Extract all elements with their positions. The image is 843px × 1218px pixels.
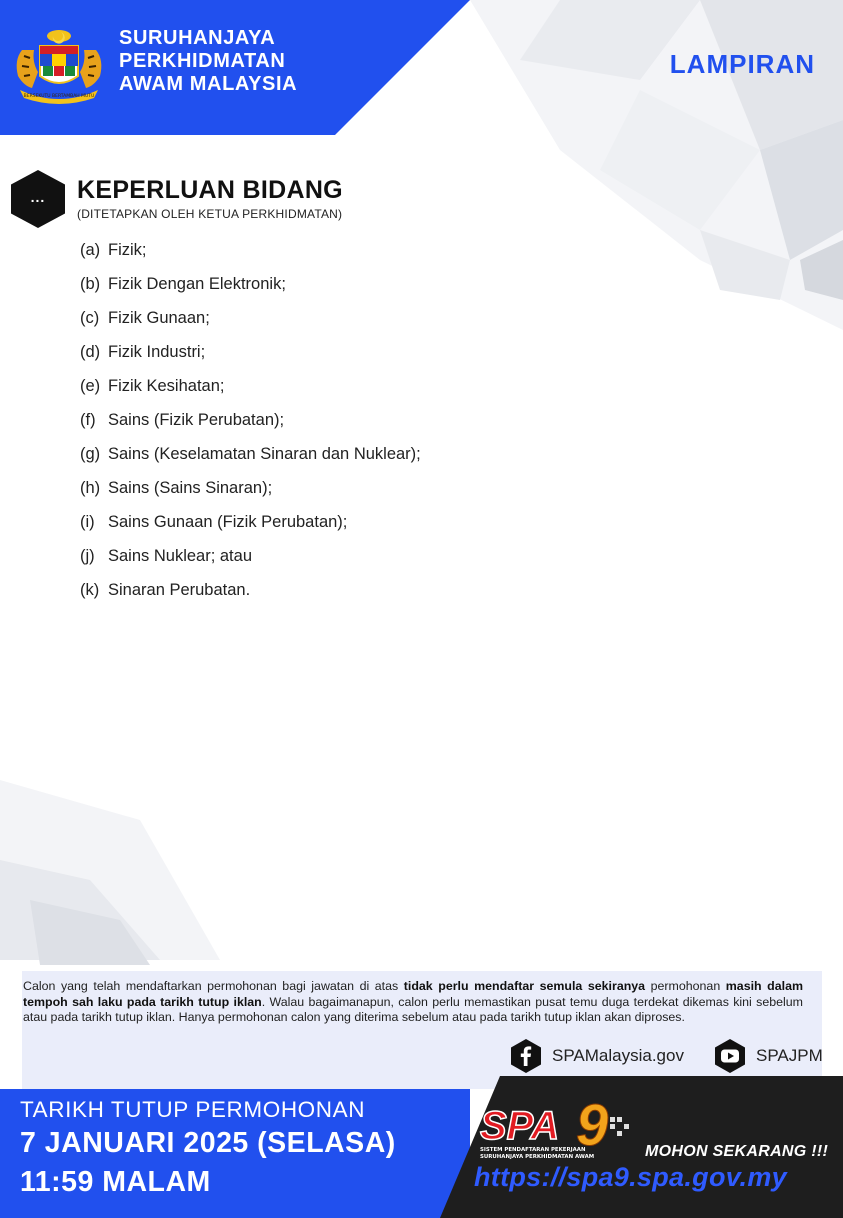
list-item-code: (a) bbox=[80, 240, 101, 259]
list-item-text: Sains (Sains Sinaran); bbox=[108, 478, 273, 497]
section-subtitle: (DITETAPKAN OLEH KETUA PERKHIDMATAN) bbox=[77, 207, 343, 221]
svg-text:SPA: SPA bbox=[480, 1104, 560, 1148]
list-item-text: Fizik Kesihatan; bbox=[108, 376, 225, 395]
list-item-code: (j) bbox=[80, 546, 95, 565]
list-item bbox=[80, 471, 421, 505]
list-item-code: (i) bbox=[80, 512, 95, 531]
notice-part-2: permohonan bbox=[645, 979, 726, 993]
list-item-text: Sinaran Perubatan. bbox=[108, 580, 251, 599]
org-name-line-3: AWAM MALAYSIA bbox=[119, 73, 298, 95]
malaysia-crest-icon bbox=[10, 28, 108, 104]
closing-label: TARIKH TUTUP PERMOHONAN bbox=[20, 1097, 366, 1122]
youtube-label: SPAJPM bbox=[756, 1046, 823, 1065]
list-item-code: (g) bbox=[80, 444, 101, 463]
list-item bbox=[80, 437, 421, 471]
list-item bbox=[80, 267, 421, 301]
page-label: LAMPIRAN bbox=[669, 49, 815, 79]
list-item bbox=[80, 539, 421, 573]
list-item bbox=[80, 573, 421, 607]
list-item-code: (d) bbox=[80, 342, 101, 361]
list-item-text: Fizik Industri; bbox=[108, 342, 206, 361]
list-item bbox=[80, 335, 421, 369]
list-item-code: (c) bbox=[80, 308, 100, 327]
list-item-text: Sains (Fizik Perubatan); bbox=[108, 410, 285, 429]
requirement-list bbox=[80, 233, 421, 607]
notice-bold-2: masih dalam tempoh sah laku pada tarikh tutup iklan bbox=[23, 979, 803, 1009]
svg-text:9: 9 bbox=[576, 1095, 609, 1158]
notice-text bbox=[23, 979, 803, 1026]
list-item-text: Fizik Gunaan; bbox=[108, 308, 210, 327]
notice-bold-1: tidak perlu mendaftar semula sekiranya bbox=[403, 979, 646, 993]
youtube-icon bbox=[712, 1038, 748, 1074]
list-item-code: (h) bbox=[80, 478, 101, 497]
svg-text:SISTEM PENDAFTARAN PEKERJAAN: SISTEM PENDAFTARAN PEKERJAAN bbox=[480, 1147, 586, 1153]
list-item-code: (e) bbox=[80, 376, 101, 395]
apply-now-cta[interactable]: MOHON SEKARANG !!! bbox=[645, 1143, 829, 1160]
notice-part-1: Calon yang telah mendaftarkan permohonan bagi jawatan di atas bbox=[23, 979, 404, 993]
closing-time: 11:59 MALAM bbox=[20, 1166, 211, 1198]
list-item-text: Sains Gunaan (Fizik Perubatan); bbox=[108, 512, 348, 531]
list-item-text: Sains Nuklear; atau bbox=[108, 546, 252, 565]
list-item-code: (b) bbox=[80, 274, 101, 293]
application-url-link[interactable]: https://spa9.spa.gov.my bbox=[474, 1162, 787, 1192]
spa9-logo bbox=[478, 1095, 650, 1163]
youtube-link[interactable] bbox=[712, 1037, 823, 1075]
section-title: KEPERLUAN BIDANG bbox=[77, 176, 343, 204]
svg-text:SURUHANJAYA PERKHIDMATAN AWAM: SURUHANJAYA PERKHIDMATAN AWAM bbox=[480, 1154, 595, 1160]
org-name-line-2: PERKHIDMATAN bbox=[119, 50, 286, 72]
org-name-line-1: SURUHANJAYA bbox=[119, 27, 276, 49]
list-item bbox=[80, 505, 421, 539]
list-item bbox=[80, 369, 421, 403]
list-item bbox=[80, 301, 421, 335]
section-marker: ... bbox=[30, 189, 46, 205]
list-item bbox=[80, 233, 421, 267]
svg-text:BERSEKUTU BERTAMBAH MUTU: BERSEKUTU BERTAMBAH MUTU bbox=[23, 94, 95, 99]
list-item-text: Sains (Keselamatan Sinaran dan Nuklear); bbox=[108, 444, 421, 463]
list-item-code: (k) bbox=[80, 580, 100, 599]
list-item-text: Fizik Dengan Elektronik; bbox=[108, 274, 286, 293]
facebook-link[interactable] bbox=[508, 1037, 684, 1075]
list-item bbox=[80, 403, 421, 437]
facebook-icon bbox=[508, 1038, 544, 1074]
list-item-text: Fizik; bbox=[108, 240, 147, 259]
organisation-name bbox=[119, 27, 297, 96]
notice-part-3: . Walau bagaimanapun, calon perlu memastikan pusat temu duga terdekat dikemas kini sebelum atau pada tarikh tutup iklan. Hanya permohonan calon yang diterima sebelum atau pada tarikh tutup iklan akan diproses. bbox=[23, 994, 803, 1025]
list-item-code: (f) bbox=[80, 410, 96, 429]
closing-date: 7 JANUARI 2025 (SELASA) bbox=[20, 1127, 396, 1159]
facebook-label: SPAMalaysia.gov bbox=[552, 1046, 684, 1065]
